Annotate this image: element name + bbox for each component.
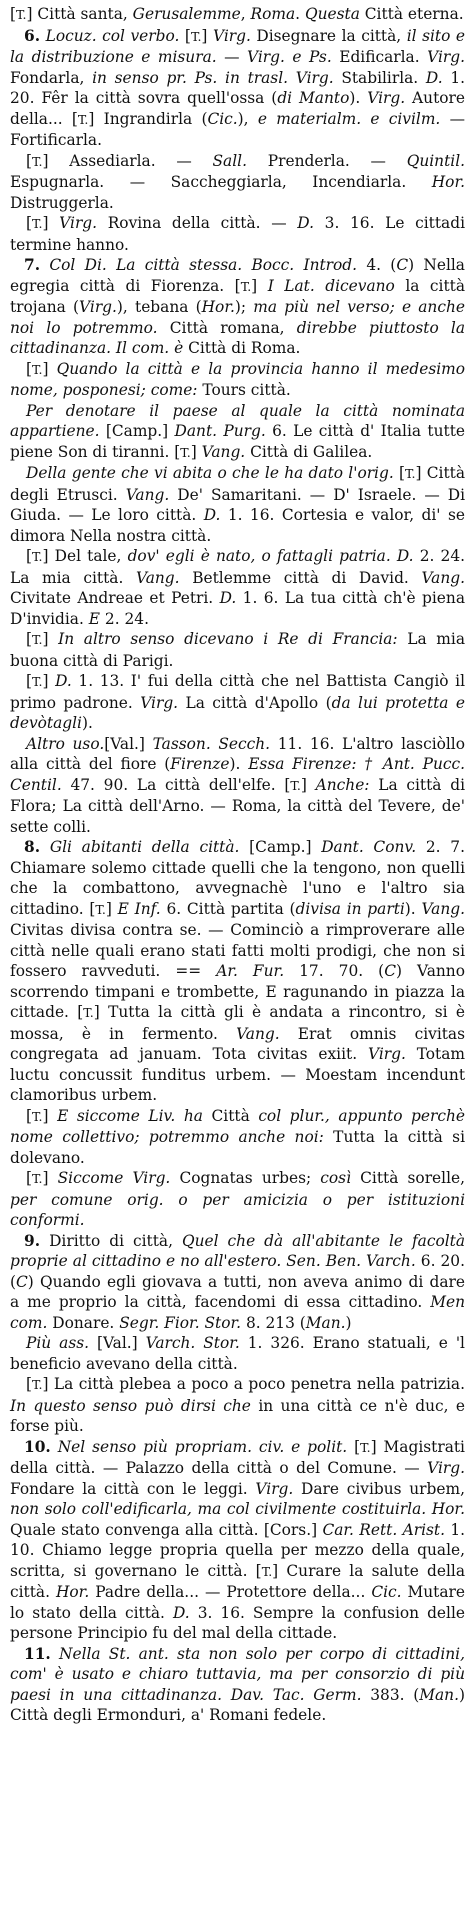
entry-paragraph: Per denotare il paese al quale la città nominata appartiene. [Camp.] Dant. Purg. 6. Le città d' Italia tutte piene Son di tiranni. [T.] Vang. Città di Galilea.	[10, 401, 465, 461]
entry-paragraph: [T.] Città santa, Gerusalemme, Roma. Questa Città eterna.	[10, 5, 464, 23]
entry-paragraph: 11. Nella St. ant. sta non solo per corpo di cittadini, com' è usato e chiaro tuttavia, ma per consorzio di più paesi in una cittadinanza. Dav. Tac. Germ. 383. (Man.) Città degli Ermonduri, a' Romani fedele.	[10, 1644, 465, 1724]
entry-paragraph: [T.] E siccome Liv. ha Città col plur., appunto perchè nome collettivo; potremmo anche noi: Tutta la città si dolevano.	[10, 1106, 466, 1167]
entry-paragraph: [T.] Virg. Rovina della città. — D. 3. 16. Le cittadi termine hanno.	[10, 214, 465, 254]
entry-paragraph: Più ass. [Val.] Varch. Stor. 1. 326. Erano statuali, e 'l beneficio avevano della città.	[10, 1334, 465, 1373]
entry-paragraph: 6. Locuz. col verbo. [T.] Virg. Disegnare la città, il sito e la distribuzione e misura. — Virg. e Ps. Edificarla. Virg. Fondarla, in senso pr. Ps. in trasl. Virg. Stabilirla. D. 1. 20. Fêr la città sovra quell'ossa (di Manto). Virg. Autore della... [T.] Ingrandirla (Cic.), e materialm. e civilm. — Fortificarla.	[10, 26, 466, 149]
entry-paragraph: 8. Gli abitanti della città. [Camp.] Dant. Conv. 2. 7. Chiamare solemo cittade quelli che la tengono, non quelli che la combattono, avvegnachè l'uno e l'altro sia cittadino. [T.] E Inf. 6. Città partita (divisa in parti). Vang. Civitas divisa contra se. — Cominciò a rimproverare alle città nelle quali erano stati fatti molti prodigi, che non si fossero ravveduti. == Ar. Fur. 17. 70. (C) Vanno scorrendo timpani e trombette, E ragunando in piazza la cittade. [T.] Tutta la città gli è andata a rincontro, si è mossa, è in fermento. Vang. Erat omnis civitas congregata ad januam. Tota civitas exiit. Virg. Totam luctu concussit funditus urbem. — Moestam incendunt clamoribus urbem.	[10, 838, 466, 1104]
entry-paragraph: [T.] Quando la città e la provincia hanno il medesimo nome, posponesi; come: Tours città.	[10, 359, 465, 399]
entry-paragraph: [T.] La città plebea a poco a poco penetra nella patrizia. In questo senso può dirsi che in una città ce n'è duc, e forse più.	[10, 1375, 465, 1435]
entry-paragraph: [T.] Siccome Virg. Cognatas urbes; così Città sorelle, per comune orig. o per amicizia o per istituzioni conformi.	[10, 1169, 466, 1229]
entry-paragraph: Della gente che vi abita o che le ha dato l'orig. [T.] Città degli Etrusci. Vang. De' Samaritani. — D' Israele. — Di Giuda. — Le loro città. D. 1. 16. Cortesia e valor, di' se dimora Nella nostra città.	[10, 464, 465, 545]
entry-paragraph: 9. Diritto di città, Quel che dà all'abitante le facoltà proprie al cittadino e no all'estero. Sen. Ben. Varch. 6. 20. (C) Quando egli giovava a tutti, non aveva animo di dare a me proprio la città, facendomi di essa cittadino. Men com. Donare. Segr. Fior. Stor. 8. 213 (Man.)	[10, 1231, 466, 1332]
entry-paragraph: 7. Col Di. La città stessa. Bocc. Introd. 4. (C) Nella egregia città di Fiorenza. [T.] I Lat. dicevano la città trojana (Virg.), tebana (Hor.); ma più nel verso; e anche noi lo potremmo. Città romana, direbbe piuttosto la cittadinanza. Il com. è Città di Roma.	[10, 256, 466, 357]
entry-paragraph: [T.] Assediarla. — Sall. Prenderla. — Quintil. Espugnarla. — Saccheggiarla, Incendiarla. Hor. Distruggerla.	[10, 151, 466, 212]
entry-paragraph: [T.] D. 1. 13. I' fui della città che nel Battista Cangiò il primo padrone. Virg. La città d'Apollo (da lui protetta e devòtagli).	[10, 672, 465, 732]
entry-paragraph: Altro uso.[Val.] Tasson. Secch. 11. 16. L'altro lasciòllo alla città del fiore (Firenze). Essa Firenze: † Ant. Pucc. Centil. 47. 90. La città dell'elfe. [T.] Anche: La città di Flora; La città dell'Arno. — Roma, la città del Tevere, de' sette colli.	[10, 734, 465, 836]
entry-paragraph: [T.] Del tale, dov' egli è nato, o fattagli patria. D. 2. 24. La mia città. Vang. Betlemme città di David. Vang. Civitate Andreae et Petri. D. 1. 6. La tua città ch'è piena D'invidia. E 2. 24.	[10, 547, 465, 628]
entry-paragraph: 10. Nel senso più propriam. civ. e polit. [T.] Magistrati della città. — Palazzo della città o del Comune. — Virg. Fondare la città con le leggi. Virg. Dare civibus urbem, non solo coll'edificarla, ma col civilmente costituirla. Hor. Quale stato convenga alla città. [Cors.] Car. Rett. Arist. 1. 10. Chiamo legge propria quella per mezzo della quale, scritta, si governano le città. [T.] Curare la salute della città. Hor. Padre della... — Protettore della... Cic. Mutare lo stato della città. D. 3. 16. Sempre la confusion delle persone Principio fu del mal della cittade.	[10, 1437, 466, 1642]
entry-paragraph: [T.] In altro senso dicevano i Re di Francia: La mia buona città di Parigi.	[10, 630, 466, 670]
